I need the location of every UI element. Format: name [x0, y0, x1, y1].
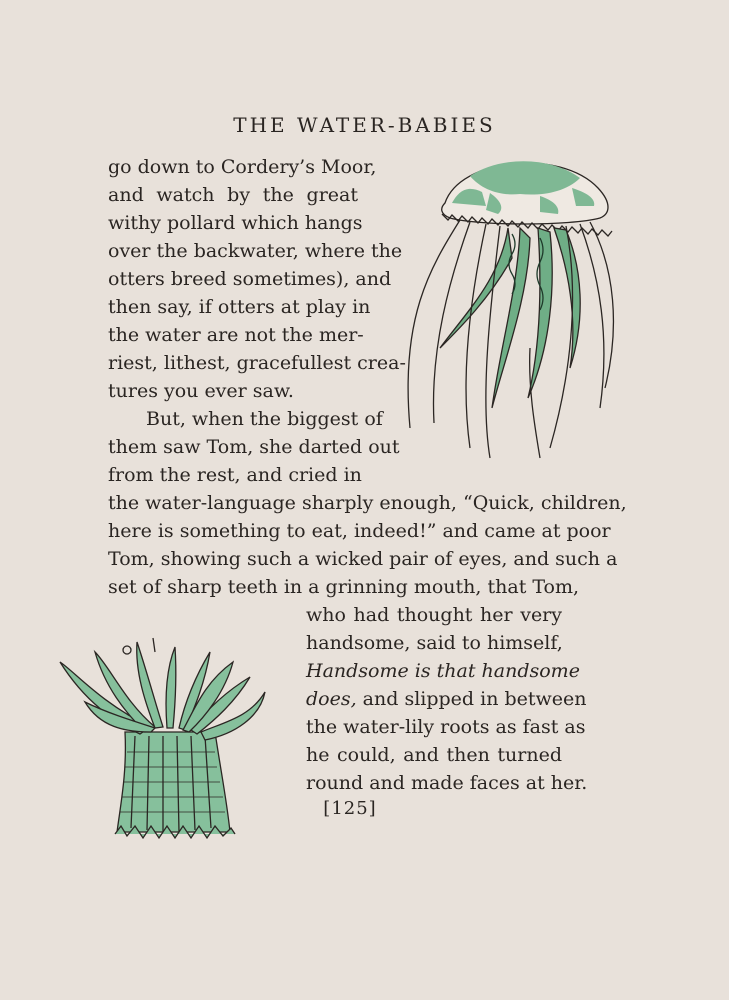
- text-line: set of sharp teeth in a grinning mouth, that Tom,: [108, 576, 580, 598]
- line-rest: and slipped in between: [356, 688, 587, 710]
- page-number: [125]: [323, 798, 377, 819]
- sea-anemone-illustration: [55, 632, 270, 847]
- text-line: the water-lily roots as fast as: [306, 716, 586, 738]
- text-line: go down to Cordery’s Moor,: [108, 156, 377, 178]
- text-line: them saw Tom, she darted out: [108, 436, 400, 458]
- text-line: Tom, showing such a wicked pair of eyes, and such a: [108, 548, 618, 570]
- text-line: handsome, said to himself,: [306, 632, 563, 654]
- text-line: and watch by the great: [108, 184, 358, 206]
- text-line: otters breed sometimes), and: [108, 268, 392, 290]
- text-line-italic: Handsome is that handsome: [306, 660, 580, 682]
- text-line: then say, if otters at play in: [108, 296, 371, 318]
- text-line: riest, lithest, gracefullest crea-: [108, 352, 406, 374]
- text-line: he could, and then turned: [306, 744, 562, 766]
- text-line: the water-language sharply enough, “Quick, children,: [108, 492, 627, 514]
- text-line: from the rest, and cried in: [108, 464, 362, 486]
- text-line: tures you ever saw.: [108, 380, 294, 402]
- text-line: But, when the biggest of: [146, 408, 383, 430]
- jellyfish-illustration: [390, 148, 620, 468]
- text-line: round and made faces at her.: [306, 772, 588, 794]
- text-line: over the backwater, where the: [108, 240, 403, 262]
- italic-word: does,: [306, 688, 357, 710]
- running-head: THE WATER-BABIES: [233, 113, 496, 137]
- text-line: [306, 685, 587, 713]
- text-line: the water are not the mer-: [108, 324, 364, 346]
- text-line: withy pollard which hangs: [108, 212, 363, 234]
- text-line: here is something to eat, indeed!” and came at poor: [108, 520, 611, 542]
- text-line: who had thought her very: [306, 604, 562, 626]
